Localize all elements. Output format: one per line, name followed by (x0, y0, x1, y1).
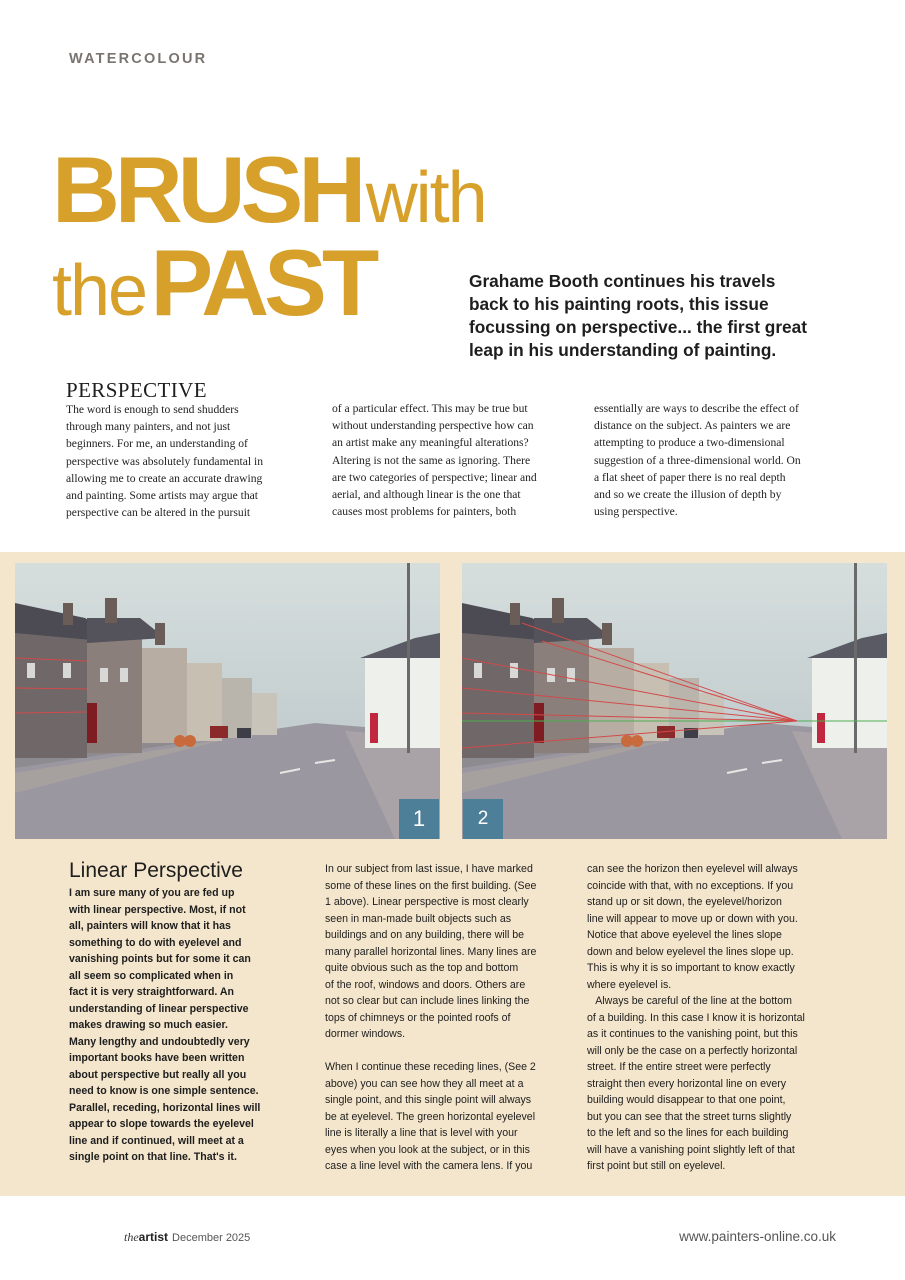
title-the: the (52, 251, 147, 331)
standfirst-line: continues his travels (603, 271, 776, 291)
text-line: where eyelevel is. (587, 978, 672, 991)
text-line: essentially are ways to describe the effect of (594, 402, 799, 415)
linear-column-1 (69, 885, 321, 1166)
intro-column-2 (332, 400, 572, 520)
text-line: important books have been written (69, 1052, 245, 1064)
text-line: eyes when you look at the subject, or in this (325, 1143, 530, 1156)
text-line: 1 above). Linear perspective is most clearly (325, 896, 529, 908)
text-line: line will appear to move up or down with you. (587, 912, 798, 925)
figure-2-photo (462, 563, 887, 839)
text-line: case a line level with the camera lens. If you (325, 1160, 533, 1172)
text-line: perspective can be altered in the pursuit (66, 506, 251, 520)
text-line: allowing me to create an accurate drawing (66, 471, 263, 485)
text-line: vanishing points but for some it can (69, 953, 251, 965)
text-line: Always be careful of the line at the bottom (587, 995, 792, 1007)
paragraph-gap (325, 1043, 577, 1060)
title-with: with (365, 158, 486, 238)
footer-brand-artist: artist (138, 1230, 169, 1244)
text-line: perspective was absolutely fundamental in (66, 454, 264, 468)
text-line: through many painters, and not just (66, 420, 231, 434)
text-line: single point on that line. That's it. (69, 1151, 237, 1163)
text-line: quite obvious such as the top and bottom (325, 962, 519, 974)
text-line: In our subject from last issue, I have marked (325, 863, 533, 875)
text-line: first point but still on eyelevel. (587, 1160, 726, 1172)
footer-brand (124, 1230, 250, 1245)
text-line: The word is enough to send shudders (66, 403, 239, 416)
text-line: need to know is one simple sentence. (69, 1085, 259, 1097)
text-line: with linear perspective. Most, if not (69, 903, 246, 916)
text-line: be at eyelevel. The green horizontal eyelevel (325, 1110, 536, 1123)
text-line: are two categories of perspective; linear and (332, 470, 537, 484)
text-line: appear to slope towards the eyelevel (69, 1118, 254, 1130)
figure-2-badge: 2 (463, 799, 503, 839)
text-line: something to do with eyelevel and (69, 936, 242, 949)
text-line: street. If the entire street were perfectly (587, 1061, 771, 1073)
text-line: can see the horizon then eyelevel will always (587, 863, 798, 875)
text-line: will have a vanishing point slightly left of that (587, 1143, 795, 1156)
title-line-2 (52, 230, 375, 335)
standfirst-author: Grahame Booth (469, 271, 599, 291)
text-line: line and if continued, will meet at a (69, 1134, 244, 1147)
text-line: of a particular effect. This may be true but (332, 402, 528, 415)
text-line: about perspective but really all you (69, 1068, 247, 1081)
text-line: all, painters will know that it has (69, 920, 231, 932)
text-line: as it continues to the vanishing point, but this (587, 1028, 798, 1040)
text-line: When I continue these receding lines, (See 2 (325, 1061, 536, 1073)
text-line: coincide with that, with no exceptions. If you (587, 879, 794, 892)
text-line: causes most problems for painters, both (332, 505, 517, 519)
text-line: and so we create the illusion of depth by (594, 488, 782, 502)
text-line: and painting. Some artists may argue that (66, 489, 259, 503)
text-line: many parallel horizontal lines. Many lines are (325, 945, 537, 958)
text-line: beginners. For me, an understanding of (66, 437, 248, 451)
text-line: Parallel, receding, horizontal lines will (69, 1101, 261, 1114)
text-line: a flat sheet of paper there is no real depth (594, 470, 786, 484)
text-line: stand up or sit down, the eyelevel/horizon (587, 896, 782, 908)
intro-column-1 (66, 401, 306, 521)
standfirst (469, 270, 844, 362)
linear-column-3 (587, 861, 839, 1175)
standfirst-line: focussing on perspective... the first great (469, 317, 808, 337)
text-line: aerial, and although linear is the one that (332, 488, 521, 502)
text-line: Many lengthy and undoubtedly very (69, 1035, 250, 1048)
figure-1-photo (15, 563, 440, 839)
text-line: attempting to produce a two-dimensional (594, 436, 785, 450)
text-line: but you can see that the street turns slightly (587, 1110, 792, 1123)
title-line-1 (52, 137, 486, 242)
text-line: not so clear but can include lines linking the (325, 995, 530, 1007)
text-line: building would disappear to that one point, (587, 1094, 786, 1106)
title-past: PAST (150, 230, 375, 335)
text-line: Notice that above eyelevel the lines slope (587, 929, 782, 941)
text-line: using perspective. (594, 505, 678, 519)
standfirst-line: back to his painting roots, this issue (469, 294, 769, 314)
title-brush: BRUSH (52, 137, 362, 242)
text-line: suggestion of a three-dimensional world. On (594, 453, 801, 467)
text-line: This is why it is so important to know exactly (587, 962, 795, 974)
footer-issue: December 2025 (172, 1232, 251, 1244)
linear-column-2-para-1 (325, 861, 577, 1043)
footer-url: www.painters-online.co.uk (679, 1229, 836, 1244)
text-line: I am sure many of you are fed up (69, 887, 235, 899)
standfirst-line: leap in his understanding of painting. (469, 340, 777, 360)
text-line: single point, and this single point will always (325, 1094, 532, 1106)
text-line: fact it is very straightforward. An (69, 986, 235, 998)
text-line: understanding of linear perspective (69, 1002, 249, 1015)
text-line: without understanding perspective how can (332, 419, 534, 433)
text-line: line is literally a line that is level with your (325, 1127, 518, 1139)
text-line: tops of chimneys or the pointed roofs of (325, 1011, 511, 1024)
text-line: makes drawing so much easier. (69, 1019, 228, 1031)
intro-heading: PERSPECTIVE (66, 378, 207, 402)
text-line: of a building. In this case I know it is horizontal (587, 1011, 805, 1024)
text-line: some of these lines on the first building. (See (325, 879, 537, 892)
text-line: distance on the subject. As painters we are (594, 419, 791, 433)
text-line: Altering is not the same as ignoring. There (332, 453, 531, 467)
text-line: to the left and so the lines for each building (587, 1127, 789, 1139)
figure-1-badge: 1 (399, 799, 439, 839)
text-line: above) you can see how they all meet at a (325, 1077, 524, 1090)
text-line: straight then every horizontal line on every (587, 1077, 787, 1090)
linear-column-2-para-2 (325, 1059, 577, 1175)
text-line: will only be the case on a perfectly horizontal (587, 1044, 798, 1057)
street-scene-perspective-illustration (462, 563, 887, 839)
intro-column-3 (594, 400, 834, 520)
text-line: an artist make any meaningful alterations? (332, 436, 529, 450)
section-tag: WATERCOLOUR (69, 51, 208, 67)
text-line: dormer windows. (325, 1028, 406, 1040)
text-line: down and below eyelevel the lines slope up. (587, 945, 794, 958)
footer-brand-the: the (124, 1230, 139, 1244)
text-line: of the roof, windows and doors. Others are (325, 978, 526, 991)
linear-column-2 (325, 861, 577, 1175)
text-line: buildings and on any building, there will be (325, 929, 525, 941)
street-scene-illustration (15, 563, 440, 839)
linear-perspective-heading: Linear Perspective (69, 859, 243, 882)
text-line: all seem so complicated when in (69, 969, 234, 982)
text-line: seen in man-made built objects such as (325, 912, 512, 925)
